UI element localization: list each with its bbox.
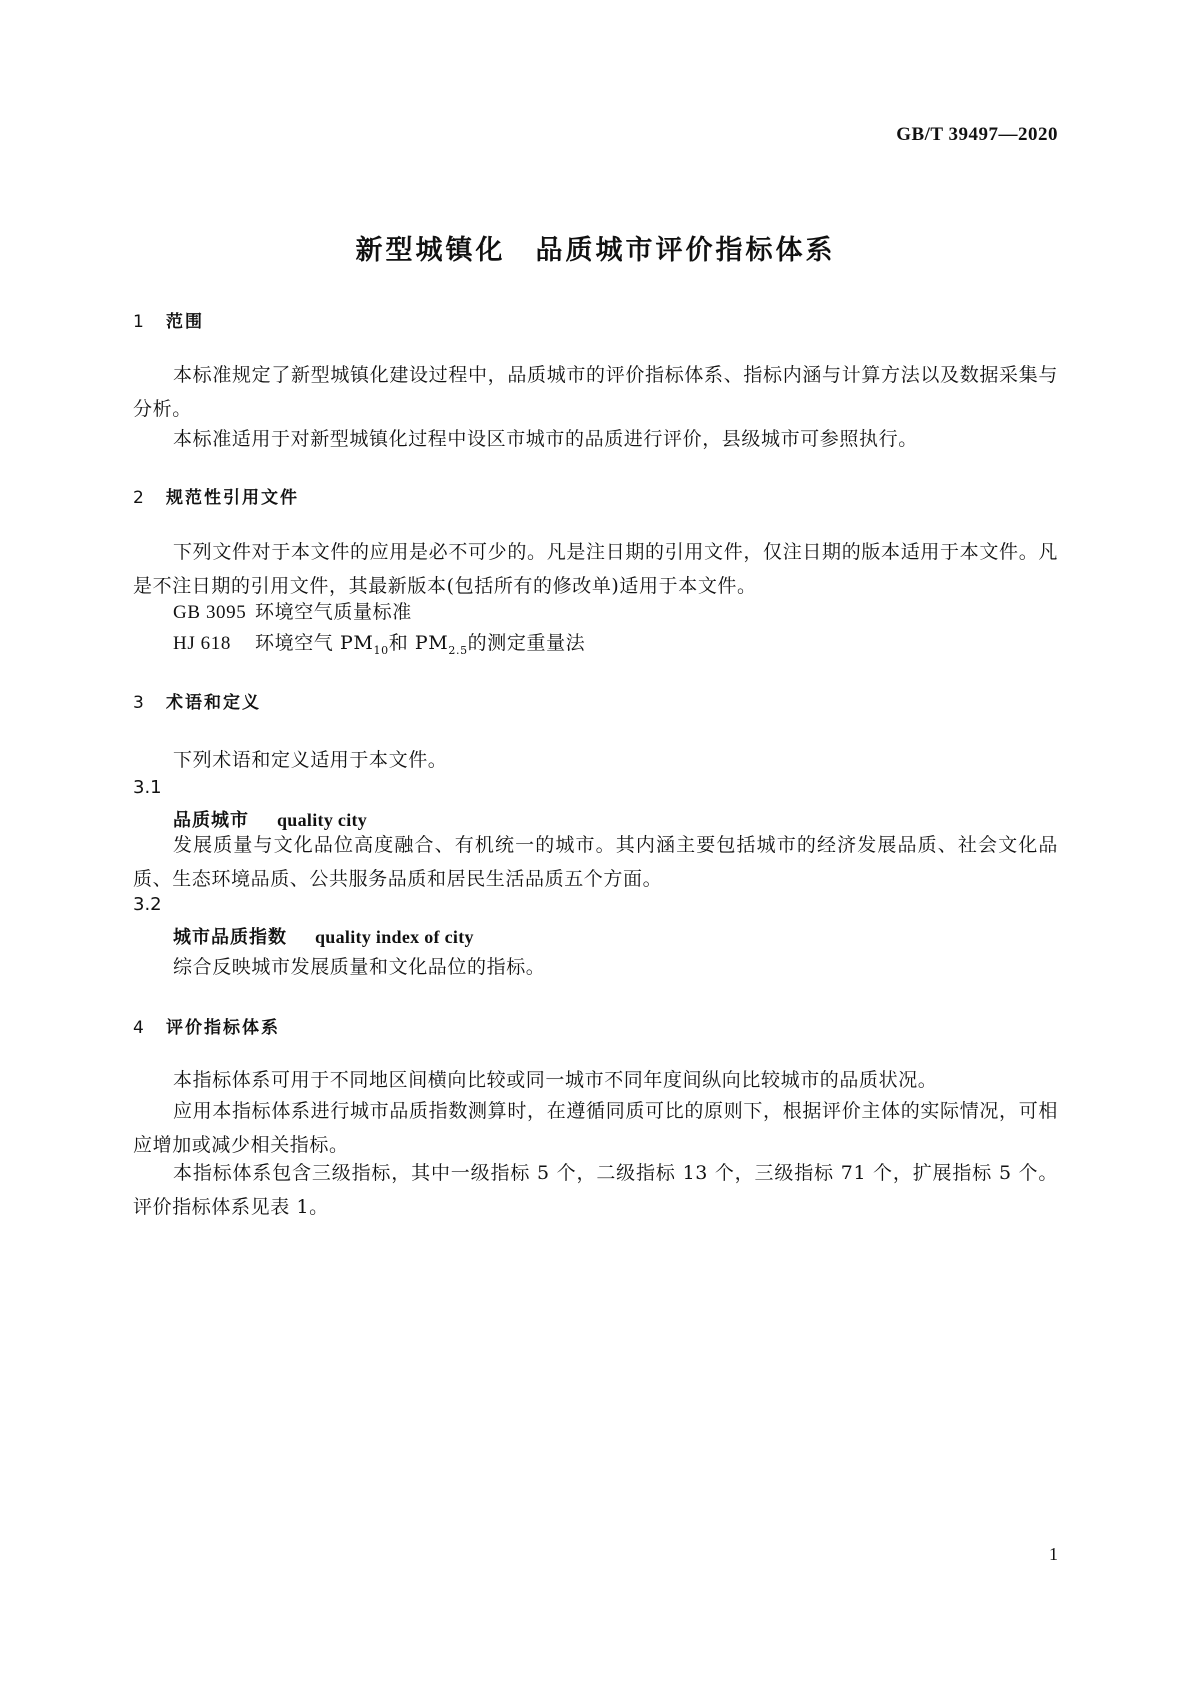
paragraph: 下列术语和定义适用于本文件。 (173, 749, 448, 771)
standard-code: GB/T 39497—2020 (896, 124, 1058, 145)
paragraph: 下列文件对于本文件的应用是必不可少的。凡是注日期的引用文件，仅注日期的版本适用于本文件。凡是不注日期的引用文件，其最新版本(包括所有的修改单)适用于本文件。 (133, 541, 1058, 597)
reference-title: 的测定重量法 (467, 632, 586, 654)
paragraph: 本指标体系包含三级指标，其中一级指标 5 个，二级指标 13 个，三级指标 71 个，扩展指标 5 个。评价指标体系见表 1。 (133, 1162, 1058, 1218)
term-definition: 综合反映城市发展质量和文化品位的指标。 (173, 956, 546, 978)
section-title: 规范性引用文件 (166, 488, 299, 508)
reference-code: GB 3095 (173, 602, 247, 623)
term-definition: 发展质量与文化品位高度融合、有机统一的城市。其内涵主要包括城市的经济发展品质、社会文化品质、生态环境品质、公共服务品质和居民生活品质五个方面。 (133, 834, 1058, 890)
paragraph: 本标准适用于对新型城镇化过程中设区市城市的品质进行评价，县级城市可参照执行。 (173, 428, 918, 450)
reference-title: 和 PM (388, 632, 449, 654)
section-number: 3 (133, 693, 146, 713)
section-title: 术语和定义 (166, 693, 261, 713)
subscript: 10 (373, 643, 389, 657)
page-number: 1 (1049, 1544, 1058, 1564)
section-number: 4 (133, 1018, 146, 1038)
section-2-heading (133, 483, 299, 508)
section-number: 1 (133, 312, 146, 332)
section-title: 评价指标体系 (166, 1018, 280, 1038)
clause-number: 3.1 (133, 777, 162, 798)
reference-title: 环境空气质量标准 (255, 601, 412, 623)
section-1-heading (133, 307, 204, 332)
term-english: quality index of city (315, 927, 474, 947)
term-english: quality city (277, 810, 368, 830)
paragraph: 本标准规定了新型城镇化建设过程中，品质城市的评价指标体系、指标内涵与计算方法以及数据采集与分析。 (133, 364, 1058, 420)
term-entry (173, 923, 474, 949)
normative-reference (173, 597, 412, 624)
paragraph: 本指标体系可用于不同地区间横向比较或同一城市不同年度间纵向比较城市的品质状况。 (173, 1069, 938, 1091)
paragraph: 应用本指标体系进行城市品质指数测算时，在遵循同质可比的原则下，根据评价主体的实际情况，可相应增加或减少相关指标。 (133, 1100, 1058, 1156)
normative-reference (173, 628, 585, 657)
section-3-heading (133, 688, 261, 713)
document-title: 新型城镇化 品质城市评价指标体系 (355, 235, 836, 266)
section-title: 范围 (166, 312, 204, 332)
clause-number: 3.2 (133, 894, 162, 915)
term-chinese: 品质城市 (173, 810, 249, 831)
reference-title: 环境空气 PM (255, 632, 374, 654)
section-number: 2 (133, 488, 146, 508)
subscript: 2.5 (448, 643, 468, 657)
section-4-heading (133, 1013, 280, 1038)
term-chinese: 城市品质指数 (173, 927, 287, 948)
reference-code: HJ 618 (173, 633, 231, 654)
